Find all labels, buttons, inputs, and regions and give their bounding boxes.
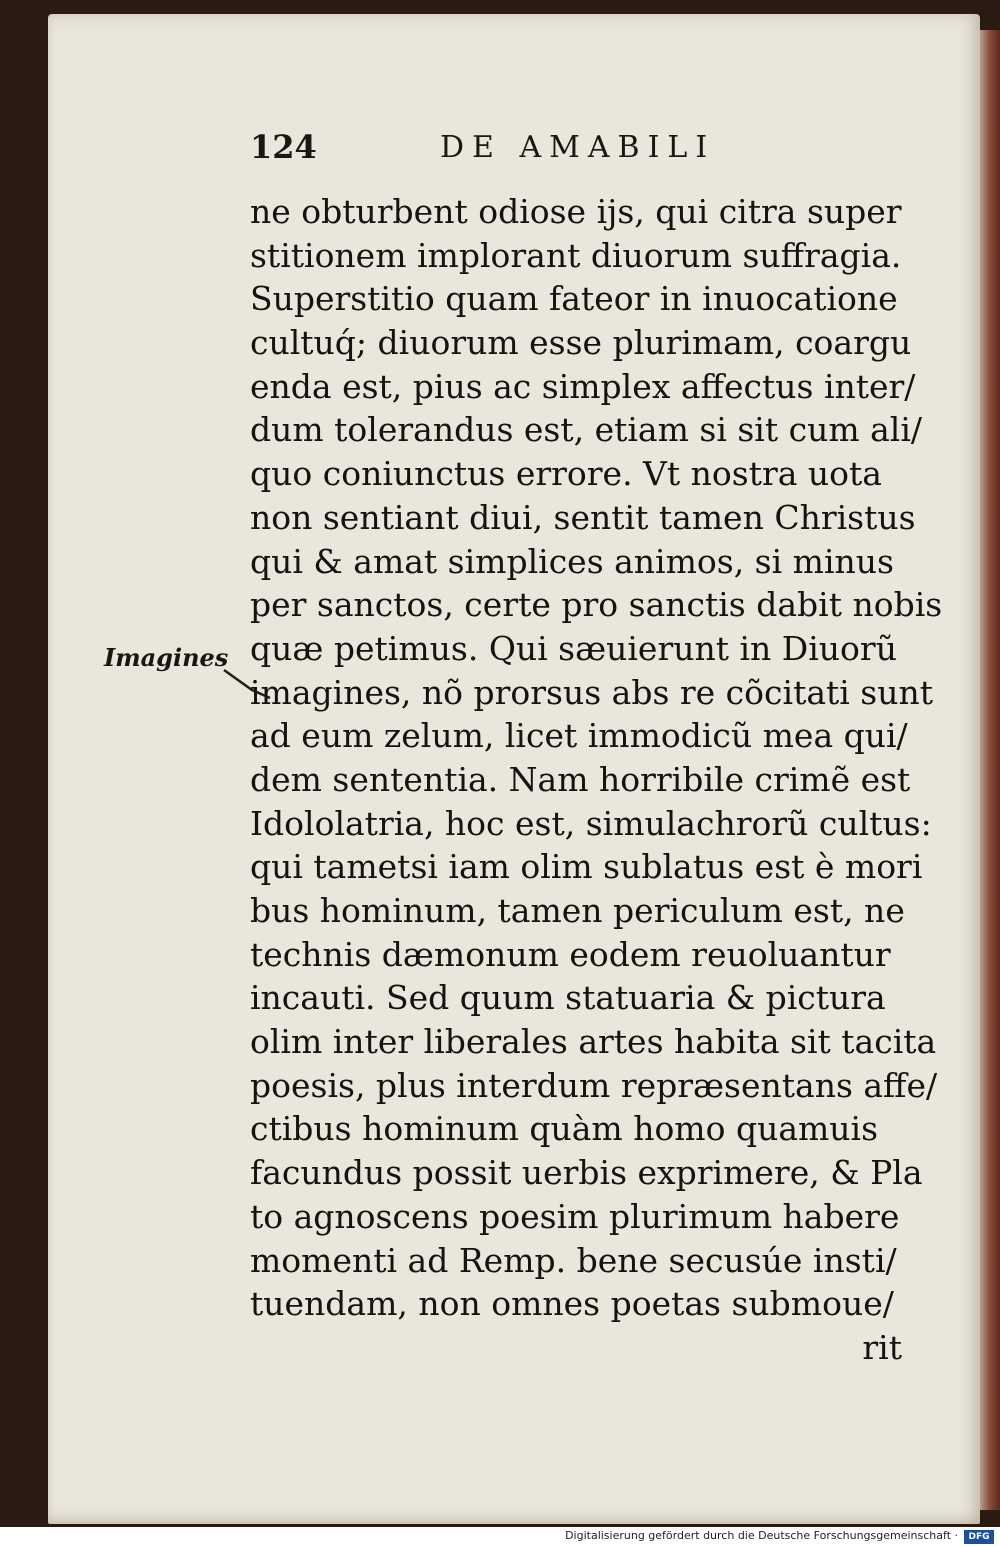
catchword: rit [862, 1327, 902, 1367]
text-line: quo coniunctus errore. Vt nostra uota [250, 454, 882, 494]
text-line: ad eum zelum, licet immodicũ mea qui/ [250, 716, 908, 756]
text-line: Idololatria, hoc est, simulachrorũ cultus: [250, 803, 932, 843]
page-header [250, 128, 890, 172]
text-line: ctibus hominum quàm homo quamuis [250, 1109, 879, 1149]
page-number: 124 [250, 128, 317, 166]
footer-bar [0, 1527, 1000, 1547]
text-line: momenti ad Remp. bene secusúe insti/ [250, 1240, 897, 1280]
text-line: olim inter liberales artes habita sit tacita [250, 1022, 937, 1062]
text-line: technis dæmonum eodem reuoluantur [250, 934, 891, 974]
text-line: imagines, nõ prorsus abs re cõcitati sunt [250, 672, 934, 712]
text-line: Superstitio quam fateor in inuocatione [250, 279, 898, 319]
text-line: ne obturbent odiose ijs, qui citra super [250, 192, 902, 231]
text-line: non sentiant diui, sentit tamen Christus [250, 497, 916, 537]
text-line: cultuq́; diuorum esse plurimam, coargu [250, 323, 912, 363]
marginal-note: Imagines [104, 643, 229, 672]
text-line: facundus possit uerbis exprimere, & Pla [250, 1153, 923, 1193]
text-line: to agnoscens poesim plurimum habere [250, 1196, 900, 1236]
text-line: dem sententia. Nam horribile crimẽ est [250, 759, 911, 799]
text-line: incauti. Sed quum statuaria & pictura [250, 978, 886, 1018]
text-line: tuendam, non omnes poetas submoue/ [250, 1284, 894, 1324]
funding-credit: Digitalisierung gefördert durch die Deutsche Forschungsgemeinschaft · [565, 1529, 958, 1542]
text-line: enda est, pius ac simplex affectus inter/ [250, 366, 916, 406]
text-line: stitionem implorant diuorum suffragia. [250, 235, 902, 275]
text-line: quæ petimus. Qui sæuierunt in Diuorũ [250, 628, 897, 668]
text-line: qui & amat simplices animos, si minus [250, 541, 894, 581]
dfg-logo-icon: DFG [964, 1530, 994, 1544]
text-line: poesis, plus interdum repræsentans affe/ [250, 1065, 938, 1105]
text-line: bus hominum, tamen periculum est, ne [250, 891, 905, 930]
body-text [250, 190, 943, 1370]
text-line: dum tolerandus est, etiam si sit cum ali/ [250, 410, 923, 450]
text-line: qui tametsi iam olim sublatus est è mori [250, 847, 923, 887]
text-line: per sanctos, certe pro sanctis dabit nobis [250, 585, 943, 625]
running-title: DE AMABILI [440, 130, 716, 165]
